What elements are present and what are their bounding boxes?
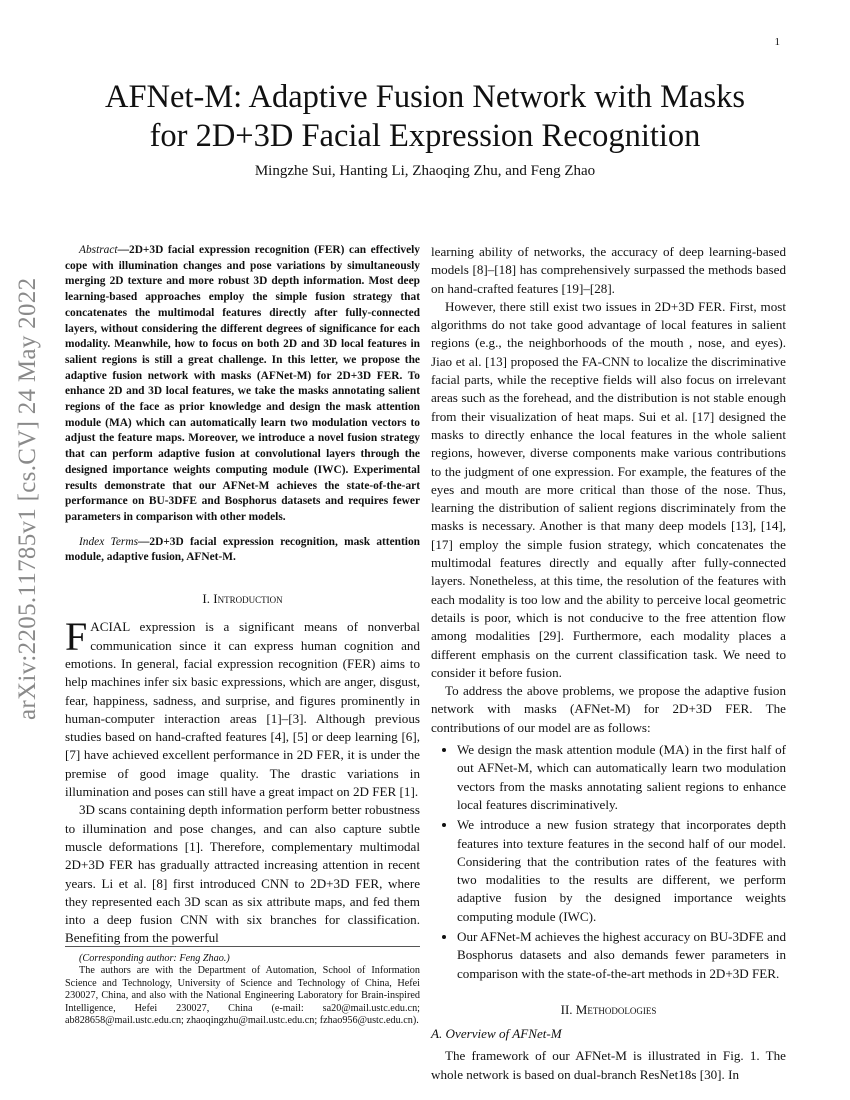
title-line-1: AFNet-M: Adaptive Fusion Network with Masks xyxy=(104,79,746,115)
intro-paragraph-1 xyxy=(65,614,420,801)
footnote-affiliation: The authors are with the Department of Automation, School of Information Science and Technology, University of Science and Technology of China, Hefei 230027, China, and also with the National Engineering Laboratory for Brain-inspired Intelligence, Hefei 230027, China (e-mail: sa20@mail.ustc.edu.cn; ab828658@mail.ustc.edu.cn; zhaoqingzhu@mail.ustc.edu.cn; fzhao956@ustc.edu.cn). xyxy=(65,965,420,1027)
footnote-corresponding xyxy=(65,953,420,965)
drop-cap: F xyxy=(65,614,88,660)
abstract-label: Abstract xyxy=(79,244,118,256)
index-terms-text: —2D+3D facial expression recognition, mask attention module, adaptive fusion, AFNet-M. xyxy=(65,535,420,564)
index-terms xyxy=(65,535,420,566)
abstract-text: —2D+3D facial expression recognition (FER) can effectively cope with illumination changes and pose variations by simultaneously merging 2D texture and more robust 3D depth information. Most deep learning-based approaches employ the simple fusion strategy that concatenates the multimodal features directly after fully-connected layers, without considering the different degrees of significance for each modality. Meanwhile, how to focus on both 2D and 3D local features in salient regions is still a great challenge. In this letter, we propose the adaptive fusion network with masks (AFNet-M) for 2D+3D FER. To enhance 2D and 3D local features, we take the masks annotating salient regions of the face as prior knowledge and design the mask attention module (MA) which can automatically learn two modulation vectors to adjust the feature maps. Moreover, we introduce a novel fusion strategy that can perform adaptive fusion at convolutional layers through the designed importance weights computing module (IWC). Experimental results demonstrate that our AFNet-M achieves the state-of-the-art performance on BU-3DFE and Bosphorus datasets and requires fewer parameters in comparison with other models. xyxy=(65,244,420,523)
intro-paragraph-1-text: ACIAL expression is a significant means of nonverbal communication since it can express human cognition and emotions. In general, facial expression recognition (FER) aims to help machines infer six basic expressions, which are anger, disgust, fear, happiness, sadness, and surprise, and figures prominently in human-computer interaction areas [1]–[3]. Although previous studies based on hand-crafted features [4], [5] or deep learning [6], [7] have achieved excellent performance in 2D FER, it is under the premise of good image quality. The drastic variations in illumination and poses can still have a great impact on 2D FER [1]. xyxy=(65,619,420,800)
paragraph-continued: learning ability of networks, the accuracy of deep learning-based models [8]–[18] has comprehensively surpassed the methods based on hand-crafted features [19]–[28]. xyxy=(431,244,786,296)
paragraph-issues: However, there still exist two issues in 2D+3D FER. First, most algorithms do not take good advantage of local features in salient regions (e.g., the neighborhoods of the mouth , nose, and eyes). Jiao et al. [13] proposed the FA-CNN to localize the discriminative facial parts, while the receptive fields will also focus on irrelevant areas such as the forehead, and the distribution is not stable enough from their visualization of heat maps. Sui et al. [17] designed the masks to directly enhance the local features in the whole salient regions, however, diverse components make various contributions to the judgment of one expression. For example, the features of the eyes and mouth are more critical than those of the nose. Thus, learning the distribution of salient regions discriminately from the masks is necessary. Another is that many deep models [13], [14], [17] employ the simple fusion strategy, which concatenates the multimodal features directly and equally after fully-connected layers. Nonetheless, at this time, the resolution of the features with each modality is too low and the ability to perceive local geometric details is poor, which is not conducive to the free attention flow among modalities [29]. Furthermore, each modality places a different emphasis on the current classification task. We need to consider it before fusion. xyxy=(431,298,786,680)
title-line-2: for 2D+3D Facial Expression Recognition xyxy=(149,118,701,154)
paper-title xyxy=(40,78,810,156)
intro-paragraph-2: 3D scans containing depth information perform better robustness to illumination and pose changes, and can also capture subtle muscle deformations [1]. Therefore, complementary multimodal 2D+3D FER has gradually attracted increasing attention in recent years. Li et al. [8] first introduced CNN to 2D+3D FER, where they represented each 3D scan as six attribute maps, and fed them into a deep fusion CNN with six branches for classification. Benefiting from the powerful xyxy=(65,802,420,946)
contribution-list xyxy=(431,741,786,983)
list-item: • We introduce a new fusion strategy that incorporates depth features into texture features in the second half of our model. Considering that the contribution rates of the features with two modalities to the results are different, we perform adaptive fusion by the designed importance weights computing module (IWC). xyxy=(457,816,786,926)
list-item: • Our AFNet-M achieves the highest accuracy on BU-3DFE and Bosphorus datasets and also demands fewer parameters in comparison with the state-of-the-art methods in 2D+3D FER. xyxy=(457,928,786,983)
list-item: • We design the mask attention module (MA) in the first half of out AFNet-M, which can automatically learn two modulation vectors from the masks annotating salient regions to enhance local features discriminatively. xyxy=(457,741,786,814)
section-heading-introduction: I. Introduction xyxy=(202,591,283,607)
paragraph-overview: The framework of our AFNet-M is illustrated in Fig. 1. The whole network is based on dual-branch ResNet18s [30]. In xyxy=(431,1048,786,1082)
abstract xyxy=(65,243,420,526)
left-column xyxy=(65,243,420,948)
authors: Mingzhe Sui, Hanting Li, Zhaoqing Zhu, and Feng Zhao xyxy=(254,163,596,179)
footnote xyxy=(65,946,420,1027)
arxiv-stamp: arXiv:2205.11785v1 [cs.CV] 24 May 2022 xyxy=(14,277,41,720)
subsection-heading-overview: A. Overview of AFNet-M xyxy=(431,1026,562,1042)
right-column xyxy=(431,243,786,1084)
page-number: 1 xyxy=(774,36,780,48)
paragraph-contributions: To address the above problems, we propose the adaptive fusion network with masks (AFNet-M) for 2D+3D FER. The contributions of our model are as follows: xyxy=(431,683,786,735)
footnote-corresponding-text: (Corresponding author: Feng Zhao.) xyxy=(79,953,230,964)
index-terms-label: Index Terms xyxy=(79,535,138,548)
section-heading-methodologies: II. Methodologies xyxy=(560,1001,657,1017)
